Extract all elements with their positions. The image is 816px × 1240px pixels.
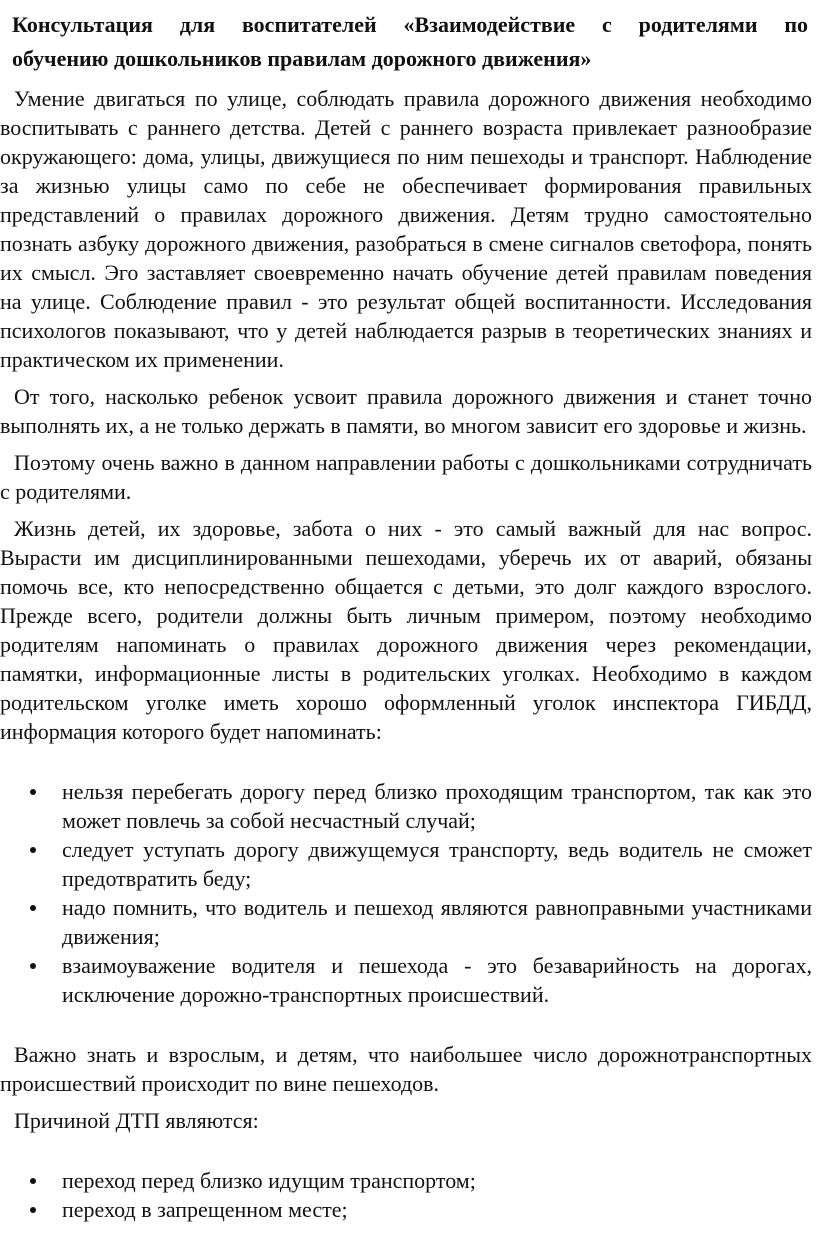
title-line-2: обучению дошкольников правилам дорожного движения» [12,46,592,71]
reminders-list [0,777,816,1009]
bullet-icon [30,963,36,969]
bullet-icon [30,905,36,911]
bullet-icon [30,1178,36,1184]
paragraph-cooperation: Поэтому очень важно в данном направлении работы с дошкольниками сотрудничать с родителями. [0,450,812,504]
list-item [0,1195,816,1224]
list-item [0,893,816,951]
list-item-text: надо помнить, что водитель и пешеход являются равноправными участниками движения; [62,895,812,949]
paragraph-health: От того, насколько ребенок усвоит правила дорожного движения и станет точно выполнять их, а не только держать в памяти, во многом зависит его здоровье и жизнь. [0,384,812,438]
list-item [0,951,816,1009]
paragraph-intro: Умение двигаться по улице, соблюдать правила дорожного движения необходимо воспитывать с раннего детства. Детей с раннего возраста привлекает разнообразие окружающего: дома, улицы, движущиеся по ним пешеходы и транспорт. Наблюдение за жизнью улицы само по себе не обеспечивает формирования правильных представлений о правилах дорожного движения. Детям трудно самостоятельно познать азбуку дорожного движения, разобраться в смене сигналов светофора, понять их смысл. Эго заставляет своевременно начать обучение детей правилам поведения на улице. Соблюдение правил - это результат общей воспитанности. Исследования психологов показывают, что у детей наблюдается разрыв в теоретических знаниях и практическом их применении. [0,86,812,372]
list-item-text: переход в запрещенном месте; [62,1197,348,1222]
title-line-1: Консультация для воспитателей «Взаимодействие с родителями по [12,12,808,37]
causes-list [0,1166,816,1224]
bullet-icon [30,847,36,853]
list-item-text: нельзя перебегать дорогу перед близко проходящим транспортом, так как это может повлечь за собой несчастный случай; [62,779,812,833]
bullet-icon [30,789,36,795]
list-item [0,777,816,835]
document-title [0,8,816,76]
bullet-icon [30,1207,36,1213]
list-item-text: взаимоуважение водителя и пешехода - это безаварийность на дорогах, исключение дорожно-транспортных происшествий. [62,953,812,1007]
paragraph-children-life: Жизнь детей, их здоровье, забота о них - это самый важный для нас вопрос. Вырасти им дисциплинированными пешеходами, уберечь их от аварий, обязаны помочь все, кто непосредственно общается с детьми, это долг каждого взрослого. Прежде всего, родители должны быть личным примером, поэтому необходимо родителям напоминать о правилах дорожного движения через рекомендации, памятки, информационные листы в родительских уголках. Необходимо в каждом родительском уголке иметь хорошо оформленный уголок инспектора ГИБДД, информация которого будет напоминать: [0,516,812,744]
list-item [0,1166,816,1195]
list-item-text: переход перед близко идущим транспортом; [62,1168,476,1193]
paragraph-causes: Причиной ДТП являются: [14,1108,259,1133]
list-item-text: следует уступать дорогу движущемуся транспорту, ведь водитель не сможет предотвратить беду; [62,837,812,891]
list-item [0,835,816,893]
paragraph-important: Важно знать и взрослым, и детям, что наибольшее число дорожнотранспортных происшествий происходит по вине пешеходов. [0,1042,812,1096]
